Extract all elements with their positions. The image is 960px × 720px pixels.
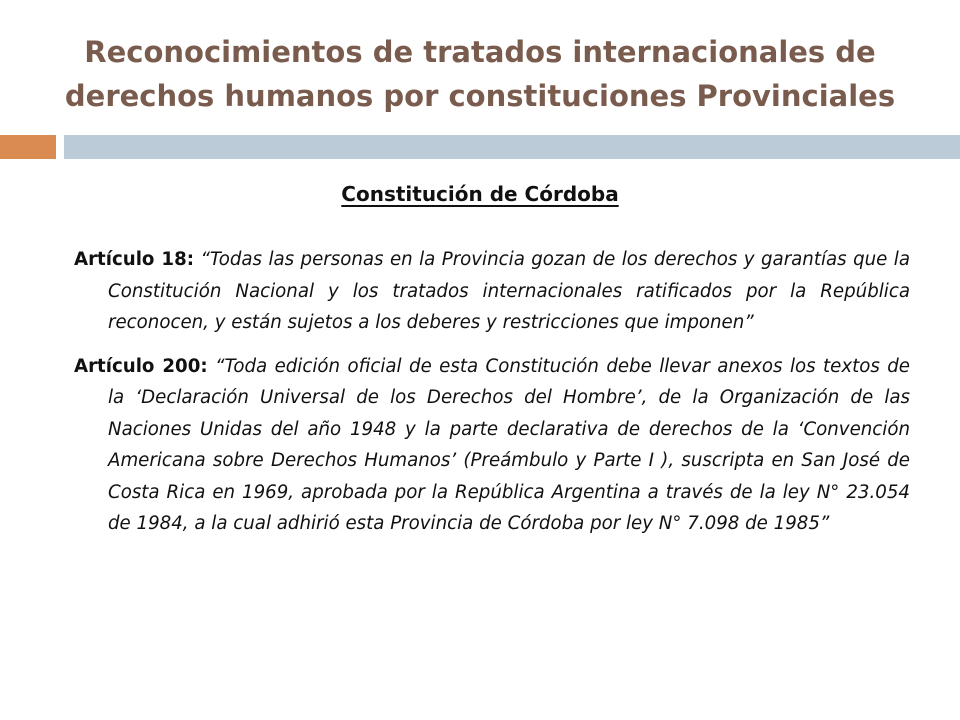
article-18-label: Artículo 18: xyxy=(74,249,194,270)
article-200-label: Artículo 200: xyxy=(74,355,208,377)
slide-title-line-2: derechos humanos por constituciones Provinciales xyxy=(64,79,896,113)
articles-body xyxy=(74,244,910,552)
article-200 xyxy=(74,351,910,540)
accent-bar-right xyxy=(64,135,960,159)
article-18 xyxy=(74,244,910,339)
slide-title-line-1: Reconocimientos de tratados internacionales de xyxy=(84,35,876,69)
slide-title xyxy=(60,30,900,118)
article-200-text: “Toda edición oficial de esta Constitución debe llevar anexos los textos de la ‘Declaración Universal de los Derechos del Hombre’, de la Organización de las Naciones Unidas del año 1948 y la parte declarativa de derechos de la ‘Convención Americana sobre Derechos Humanos’ (Preámbulo y Parte I ), suscripta en San José de Costa Rica en 1969, aprobada por la República Argentina a través de la ley N° 23.054 de 1984, a la cual adhirió esta Provincia de Córdoba por ley N° 7.098 de 1985” xyxy=(108,355,910,534)
section-heading: Constitución de Córdoba xyxy=(341,182,619,206)
article-18-text: “Todas las personas en la Provincia gozan de los derechos y garantías que la Constitución Nacional y los tratados internacionales ratificados por la República reconocen, y están sujetos a los deberes y restricciones que imponen” xyxy=(108,249,910,333)
accent-bar-left xyxy=(0,135,56,159)
